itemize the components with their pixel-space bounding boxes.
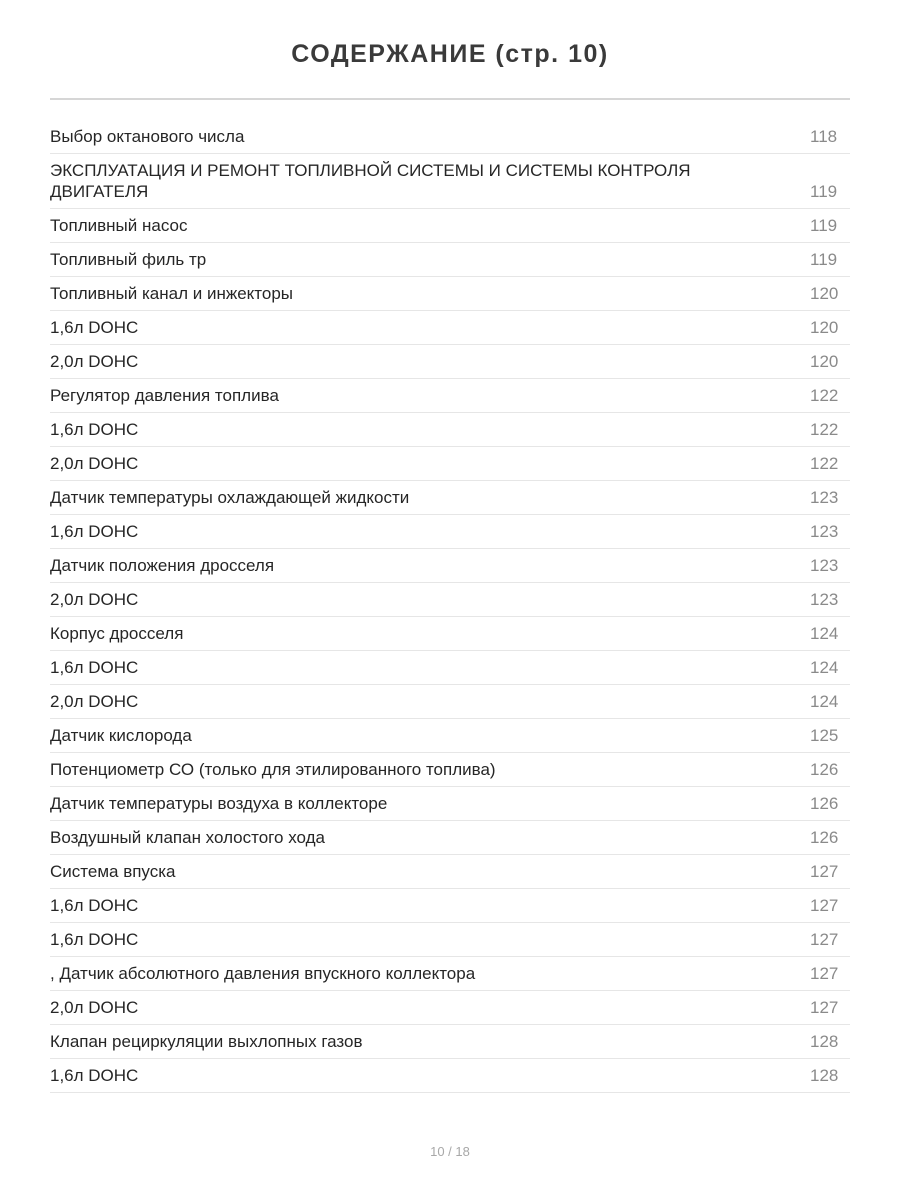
toc-entry-page-number: 123 (810, 522, 839, 541)
toc-entry-page-number: 126 (810, 760, 839, 779)
toc-entry[interactable] (50, 515, 850, 549)
toc-entry-page-number: 124 (810, 658, 839, 677)
toc-entry-page-number: 119 (810, 250, 838, 269)
toc-entry-page-number: 120 (810, 318, 839, 337)
toc-entry[interactable] (50, 277, 850, 311)
toc-entry[interactable] (50, 821, 850, 855)
toc-entry[interactable] (50, 583, 850, 617)
toc-entry-title: Выбор октанового числа (50, 127, 245, 146)
toc-entry-page-number: 118 (810, 127, 838, 146)
toc-entry-page-number: 127 (810, 930, 839, 949)
toc-entry[interactable] (50, 889, 850, 923)
toc-entry-page-number: 122 (810, 454, 839, 473)
toc-entry-title: ЭКСПЛУАТАЦИЯ И РЕМОНТ ТОПЛИВНОЙ СИСТЕМЫ И СИСТЕМЫ КОНТРОЛЯ ДВИГАТЕЛЯ (50, 161, 691, 201)
toc-entry-title: 1,6л DOHC (50, 420, 139, 439)
toc-entry-title: 1,6л DOHC (50, 896, 139, 915)
toc-entry[interactable] (50, 685, 850, 719)
toc-entry[interactable] (50, 855, 850, 889)
toc-entry-title: Датчик температуры охлаждающей жидкости (50, 488, 410, 507)
toc-entry-title: 1,6л DOHC (50, 1066, 139, 1085)
toc-entry-page-number: 127 (810, 964, 839, 983)
toc-entry-page-number: 120 (810, 284, 839, 303)
toc-entry[interactable] (50, 1025, 850, 1059)
toc-entry-title: Клапан рециркуляции выхлопных газов (50, 1032, 363, 1051)
toc-entry[interactable] (50, 311, 850, 345)
toc-entry-page-number: 119 (810, 182, 838, 201)
toc-entry-title: Корпус дросселя (50, 624, 184, 643)
toc-entry[interactable] (50, 209, 850, 243)
toc-entry-title: Топливный насос (50, 216, 188, 235)
toc-entry-title: 1,6л DOHC (50, 522, 139, 541)
toc-entry-title: Датчик кислорода (50, 726, 192, 745)
toc-entry-title: 2,0л DOHC (50, 998, 139, 1017)
toc-entry-title: , Датчик абсолютного давления впускного коллектора (50, 964, 476, 983)
toc-entry[interactable] (50, 243, 850, 277)
toc-entry-title: Система впуска (50, 862, 176, 881)
toc-entry[interactable] (50, 651, 850, 685)
toc-entry-title: Топливный филь тр (50, 250, 207, 269)
toc-entry[interactable] (50, 957, 850, 991)
page-title: СОДЕРЖАНИЕ (стр. 10) (291, 40, 609, 68)
toc-entry-page-number: 123 (810, 556, 839, 575)
toc-entry-page-number: 126 (810, 794, 839, 813)
page-indicator: 10 / 18 (430, 1144, 470, 1159)
toc-list (50, 120, 850, 1093)
toc-entry-title: 2,0л DOHC (50, 590, 139, 609)
toc-entry-page-number: 127 (810, 998, 839, 1017)
toc-entry-title: Топливный канал и инжекторы (50, 284, 294, 303)
toc-entry[interactable] (50, 991, 850, 1025)
toc-entry[interactable] (50, 447, 850, 481)
toc-entry[interactable] (50, 1059, 850, 1093)
toc-entry-title: Воздушный клапан холостого хода (50, 828, 325, 847)
toc-entry-title: 2,0л DOHC (50, 692, 139, 711)
toc-entry[interactable] (50, 413, 850, 447)
toc-entry-title: Датчик положения дросселя (50, 556, 275, 575)
toc-entry[interactable] (50, 787, 850, 821)
toc-entry-page-number: 122 (810, 386, 839, 405)
toc-entry-page-number: 125 (810, 726, 839, 745)
toc-entry[interactable] (50, 753, 850, 787)
toc-entry[interactable] (50, 481, 850, 515)
toc-entry-page-number: 124 (810, 624, 839, 643)
toc-entry[interactable] (50, 923, 850, 957)
toc-entry[interactable] (50, 549, 850, 583)
toc-entry-page-number: 126 (810, 828, 839, 847)
toc-entry-title: Потенциометр СО (только для этилированного топлива) (50, 760, 496, 779)
toc-entry[interactable] (50, 379, 850, 413)
toc-entry[interactable] (50, 154, 850, 209)
toc-entry-page-number: 127 (810, 862, 839, 881)
toc-entry[interactable] (50, 719, 850, 753)
toc-entry-title: 2,0л DOHC (50, 454, 139, 473)
toc-entry-page-number: 120 (810, 352, 839, 371)
toc-entry-title: 1,6л DOHC (50, 658, 139, 677)
toc-entry-page-number: 123 (810, 590, 839, 609)
toc-entry[interactable] (50, 120, 850, 154)
toc-entry-page-number: 123 (810, 488, 839, 507)
toc-entry-page-number: 119 (810, 216, 838, 235)
toc-entry-page-number: 127 (810, 896, 839, 915)
toc-entry-title: Датчик температуры воздуха в коллекторе (50, 794, 388, 813)
toc-entry-page-number: 128 (810, 1032, 839, 1051)
toc-entry-page-number: 124 (810, 692, 839, 711)
toc-entry[interactable] (50, 345, 850, 379)
title-divider (50, 98, 850, 100)
toc-entry-page-number: 122 (810, 420, 839, 439)
toc-entry-title: 1,6л DOHC (50, 930, 139, 949)
toc-entry-title: Регулятор давления топлива (50, 386, 279, 405)
toc-entry-title: 2,0л DOHC (50, 352, 139, 371)
toc-entry[interactable] (50, 617, 850, 651)
toc-entry-title: 1,6л DOHC (50, 318, 139, 337)
toc-entry-page-number: 128 (810, 1066, 839, 1085)
